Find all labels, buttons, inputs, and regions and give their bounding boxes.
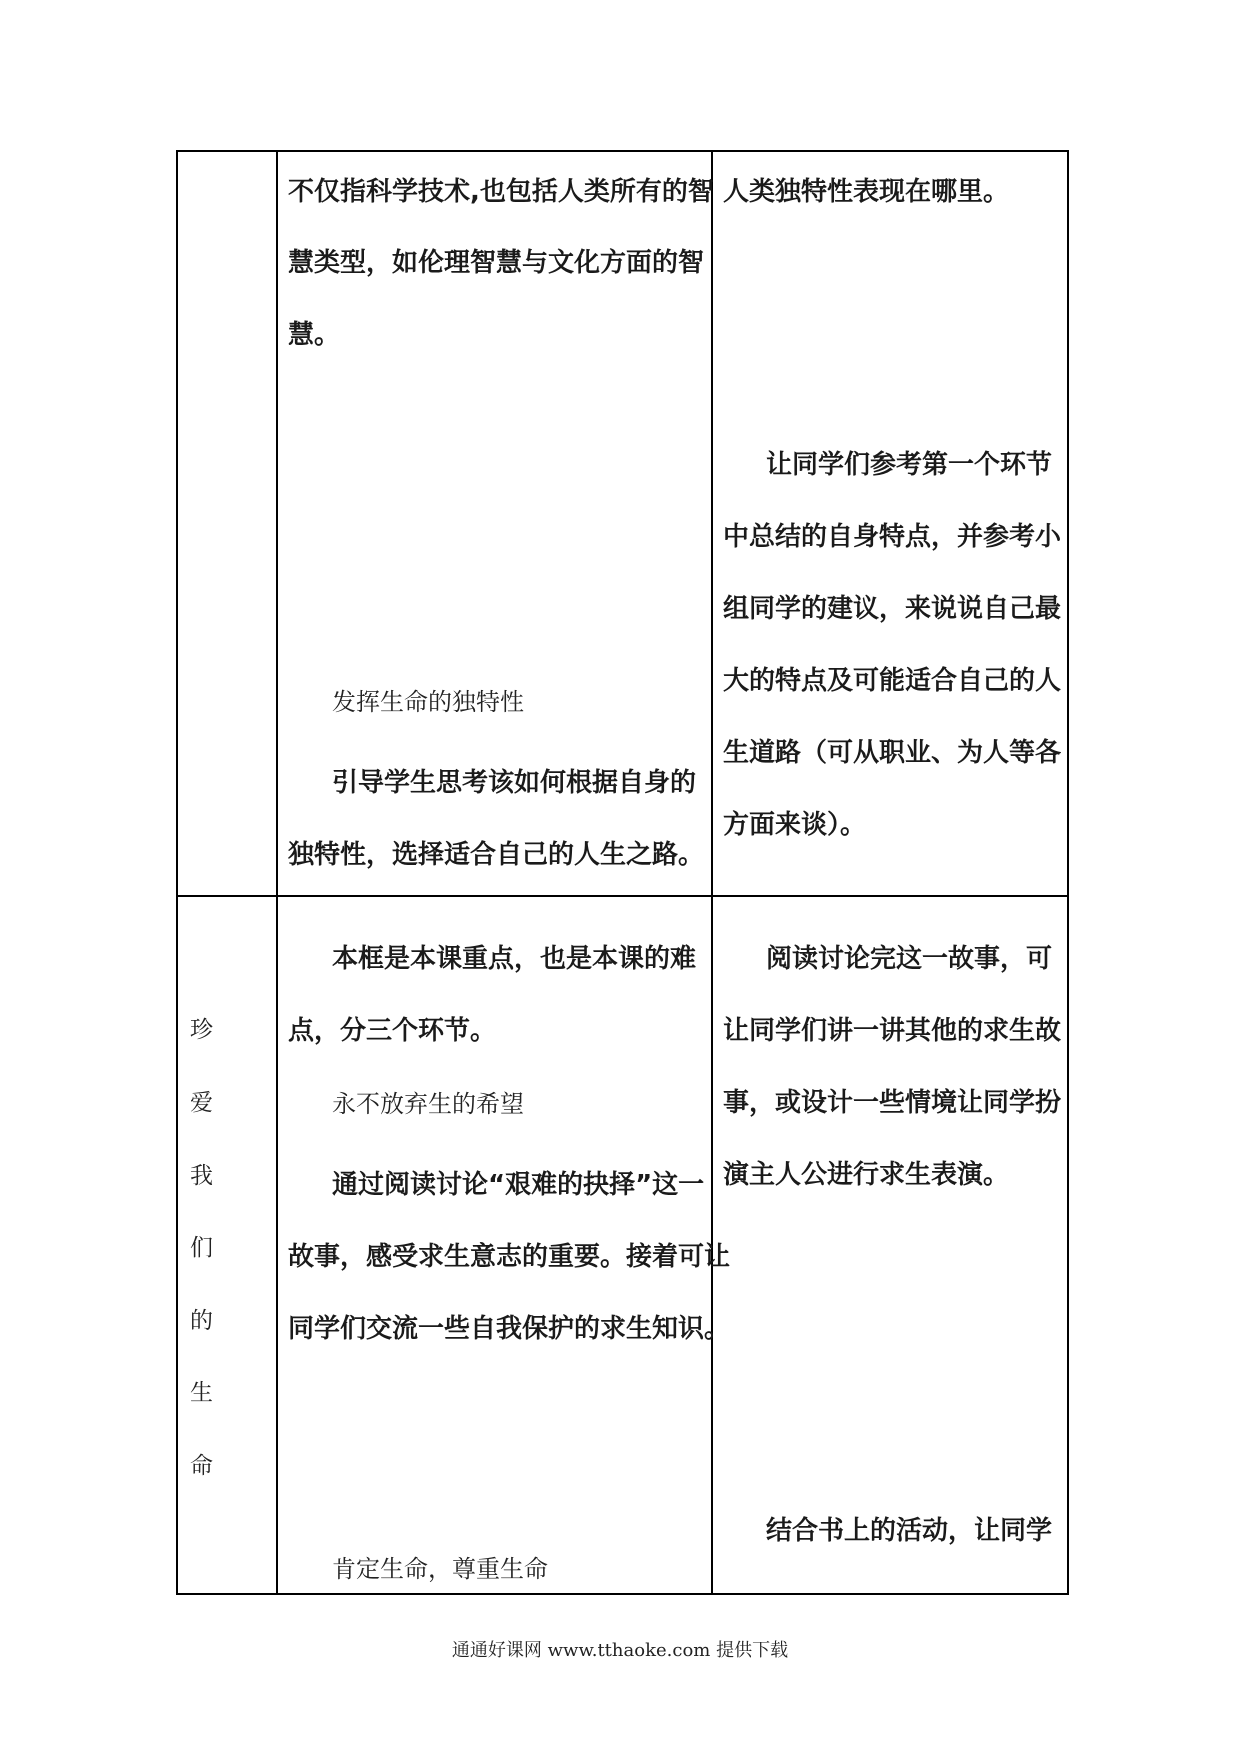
text-line: 中总结的自身特点，并参考小 bbox=[723, 522, 1062, 552]
text-line: 让同学们讲一讲其他的求生故 bbox=[723, 1016, 1062, 1046]
vertical-title-char: 们 bbox=[190, 1235, 213, 1261]
vertical-title-char: 生 bbox=[190, 1380, 213, 1406]
page-footer: 通通好课网 www.tthaoke.com 提供下载 bbox=[451, 1640, 789, 1661]
text-line: 组同学的建议，来说说自己最 bbox=[723, 594, 1062, 624]
vertical-title-char: 的 bbox=[190, 1308, 213, 1334]
vertical-title-char: 我 bbox=[190, 1163, 213, 1189]
section-heading: 发挥生命的独特性 bbox=[332, 688, 524, 716]
column-divider bbox=[711, 152, 713, 1593]
text-line: 不仅指科学技术,也包括人类所有的智 bbox=[288, 177, 714, 207]
vertical-title-char: 珍 bbox=[190, 1017, 213, 1043]
text-line: 阅读讨论完这一故事，可 bbox=[766, 944, 1053, 974]
text-line: 慧类型，如伦理智慧与文化方面的智 bbox=[288, 248, 705, 278]
vertical-title-char: 爱 bbox=[190, 1090, 213, 1116]
text-line: 人类独特性表现在哪里。 bbox=[723, 177, 1010, 207]
text-line: 事，或设计一些情境让同学扮 bbox=[723, 1088, 1062, 1118]
text-line: 故事，感受求生意志的重要。接着可让 bbox=[288, 1242, 731, 1272]
text-line: 慧。 bbox=[288, 320, 341, 350]
text-line: 大的特点及可能适合自己的人 bbox=[723, 666, 1062, 696]
text-line: 引导学生思考该如何根据自身的 bbox=[332, 768, 697, 798]
section-heading: 肯定生命，尊重生命 bbox=[332, 1555, 548, 1583]
text-line: 演主人公进行求生表演。 bbox=[723, 1160, 1010, 1190]
text-line: 独特性，选择适合自己的人生之路。 bbox=[288, 840, 705, 870]
section-heading: 永不放弃生的希望 bbox=[332, 1090, 524, 1118]
text-line: 点，分三个环节。 bbox=[288, 1016, 497, 1046]
text-line: 生道路（可从职业、为人等各 bbox=[723, 738, 1062, 768]
text-line: 同学们交流一些自我保护的求生知识。 bbox=[288, 1314, 731, 1344]
column-divider bbox=[276, 152, 278, 1593]
text-line: 本框是本课重点，也是本课的难 bbox=[332, 944, 697, 974]
lesson-plan-table bbox=[176, 150, 1069, 1595]
text-line: 让同学们参考第一个环节 bbox=[766, 450, 1053, 480]
text-line: 结合书上的活动，让同学 bbox=[766, 1516, 1053, 1546]
text-line: 方面来谈）。 bbox=[723, 810, 867, 840]
text-line: 通过阅读讨论“艰难的抉择”这一 bbox=[332, 1170, 705, 1200]
vertical-title-char: 命 bbox=[190, 1453, 213, 1479]
row-divider bbox=[178, 895, 1067, 897]
